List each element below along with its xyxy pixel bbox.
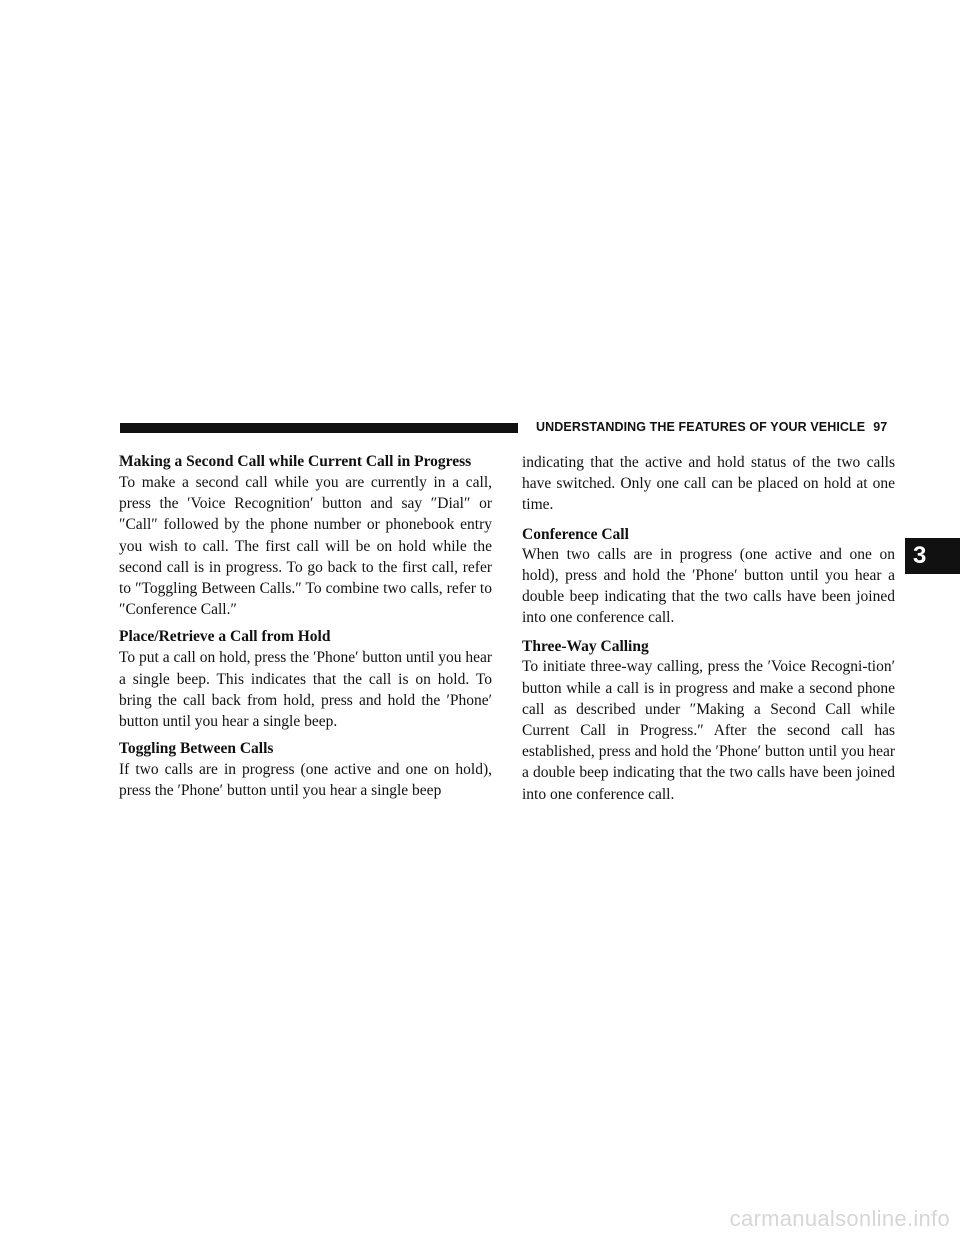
section-heading: Place/Retrieve a Call from Hold [119,628,331,646]
running-header [536,420,887,434]
header-rule [120,423,518,433]
section-conference [522,526,895,629]
section-heading: Making a Second Call while Current Call in Progress [119,453,472,470]
section-toggling [119,740,492,801]
section-body: To initiate three-way calling, press the ′Voice Recogni-tion′ button while a call is in progress and make a second phone call as described under ″Making a Second Call while Current Call in Progress.″ After the second call has established, press and hold the ′Phone′ button until you hear a double beep indicating that the two calls have been joined into one conference call. [522,658,895,803]
section-second-call [119,453,492,620]
watermark: carmanualsonline.info [729,1206,950,1231]
section-heading: Toggling Between Calls [119,740,274,758]
section-three-way [522,638,895,804]
header-title: UNDERSTANDING THE FEATURES OF YOUR VEHICLE [536,420,866,434]
section-body: When two calls are in progress (one active and one on hold), press and hold the ′Phone′ button until you hear a double beep indicating that the two calls have been joined into one conference call. [522,545,895,627]
right-column [522,452,895,815]
section-hold [119,628,492,732]
chapter-tab: 3 [905,538,960,574]
page-number: 97 [873,420,888,434]
left-column [119,453,492,810]
section-body: If two calls are in progress (one active and one on hold), press the ′Phone′ button until you hear a single beep [119,761,492,800]
section-body: To put a call on hold, press the ′Phone′ button until you hear a single beep. This indicates that the call is on hold. To bring the call back from hold, press and hold the ′Phone′ button until you hear a single beep. [119,649,492,731]
section-heading: Three-Way Calling [522,638,649,656]
section-heading: Conference Call [522,525,629,543]
section-body-continued: indicating that the active and hold status of the two calls have switched. Only one call can be placed on hold at one time. [522,454,895,514]
section-body: To make a second call while you are currently in a call, press the ′Voice Recognition′ button and say ″Dial″ or ″Call″ followed by the phone number or phonebook entry you wish to call. The first call will be on hold while the second call is in progress. To go back to the first call, refer to ″Toggling Between Calls.″ To combine two calls, refer to ″Conference Call.″ [119,474,492,619]
